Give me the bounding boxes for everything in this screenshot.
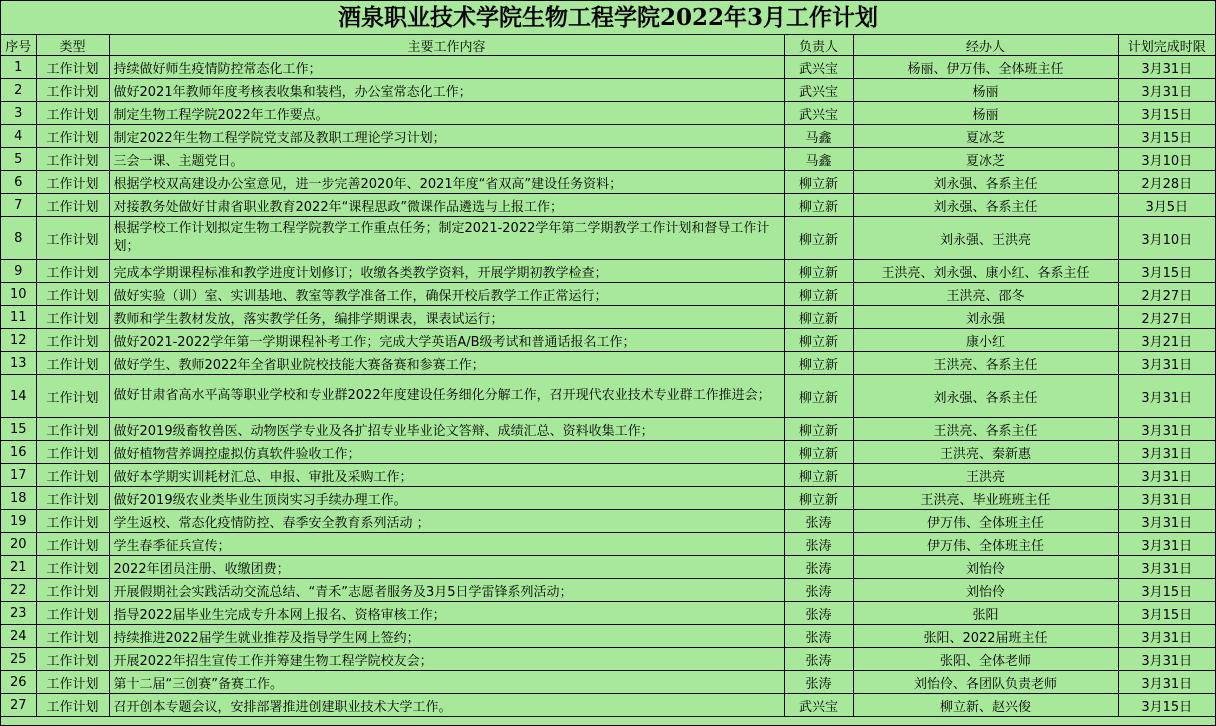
cell-no: 1: [1, 56, 36, 79]
cell-deadline: 3月31日: [1118, 556, 1215, 579]
cell-handler: 杨丽: [853, 102, 1118, 125]
cell-handler: 杨丽、伊万伟、全体班主任: [853, 56, 1118, 79]
cell-owner: 张涛: [784, 510, 853, 533]
cell-content: 做好甘肃省高水平高等职业学校和专业群2022年度建设任务细化分解工作，召开现代农业技术专业群工作推进会；: [109, 375, 784, 418]
cell-owner: 武兴宝: [784, 694, 853, 717]
header-no: 序号: [1, 35, 36, 56]
cell-deadline: 3月15日: [1118, 260, 1215, 283]
cell-owner: 柳立新: [784, 487, 853, 510]
cell-handler: 王洪亮、毕业班班主任: [853, 487, 1118, 510]
cell-handler: 柳立新、赵兴俊: [853, 694, 1118, 717]
cell-handler: 刘永强、各系主任: [853, 171, 1118, 194]
cell-handler: 康小红: [853, 329, 1118, 352]
table-row: [1, 487, 1215, 510]
cell-deadline: 3月15日: [1118, 694, 1215, 717]
cell-deadline: 3月10日: [1118, 148, 1215, 171]
cell-no: 16: [1, 441, 36, 464]
table-row: [1, 671, 1215, 694]
cell-no: 23: [1, 602, 36, 625]
cell-deadline: 3月31日: [1118, 352, 1215, 375]
cell-content: 做好学生、教师2022年全省职业院校技能大赛备赛和参赛工作；: [109, 352, 784, 375]
cell-handler: 王洪亮、各系主任: [853, 352, 1118, 375]
cell-owner: 柳立新: [784, 306, 853, 329]
cell-owner: 柳立新: [784, 329, 853, 352]
cell-type: 工作计划: [36, 171, 109, 194]
cell-deadline: 3月31日: [1118, 487, 1215, 510]
cell-deadline: 3月5日: [1118, 194, 1215, 217]
cell-handler: 刘永强: [853, 306, 1118, 329]
cell-owner: 武兴宝: [784, 79, 853, 102]
cell-deadline: 3月31日: [1118, 418, 1215, 441]
cell-no: 20: [1, 533, 36, 556]
cell-deadline: 3月15日: [1118, 102, 1215, 125]
cell-content: 根据学校工作计划拟定生物工程学院教学工作重点任务；制定2021-2022学年第二学期教学工作计划和督导工作计划；: [109, 217, 784, 260]
cell-content: 2022年团员注册、收缴团费；: [109, 556, 784, 579]
cell-type: 工作计划: [36, 602, 109, 625]
table-row: [1, 533, 1215, 556]
cell-handler: 张阳: [853, 602, 1118, 625]
cell-no: 22: [1, 579, 36, 602]
cell-no: 13: [1, 352, 36, 375]
cell-content: 做好2019级农业类毕业生顶岗实习手续办理工作。: [109, 487, 784, 510]
cell-content: 三会一课、主题党日。: [109, 148, 784, 171]
cell-type: 工作计划: [36, 625, 109, 648]
cell-no: 7: [1, 194, 36, 217]
cell-no: 14: [1, 375, 36, 418]
cell-no: 8: [1, 217, 36, 260]
cell-content: 召开创本专题会议，安排部署推进创建职业技术大学工作。: [109, 694, 784, 717]
cell-type: 工作计划: [36, 671, 109, 694]
cell-handler: 王洪亮、刘永强、康小红、各系主任: [853, 260, 1118, 283]
cell-content: 开展2022年招生宣传工作并筹建生物工程学院校友会；: [109, 648, 784, 671]
cell-owner: 柳立新: [784, 464, 853, 487]
cell-handler: 伊万伟、全体班主任: [853, 510, 1118, 533]
cell-deadline: 3月31日: [1118, 464, 1215, 487]
cell-deadline: 3月31日: [1118, 375, 1215, 418]
cell-type: 工作计划: [36, 418, 109, 441]
cell-owner: 柳立新: [784, 352, 853, 375]
cell-deadline: 3月10日: [1118, 217, 1215, 260]
cell-type: 工作计划: [36, 533, 109, 556]
table-row: [1, 602, 1215, 625]
cell-type: 工作计划: [36, 694, 109, 717]
cell-no: 4: [1, 125, 36, 148]
cell-owner: 张涛: [784, 625, 853, 648]
cell-content: 开展假期社会实践活动交流总结、“青禾”志愿者服务及3月5日学雷锋系列活动；: [109, 579, 784, 602]
cell-deadline: 3月15日: [1118, 602, 1215, 625]
cell-owner: 张涛: [784, 602, 853, 625]
cell-type: 工作计划: [36, 441, 109, 464]
cell-type: 工作计划: [36, 375, 109, 418]
cell-handler: 刘怡伶: [853, 579, 1118, 602]
cell-content: 持续做好师生疫情防控常态化工作；: [109, 56, 784, 79]
cell-content: 做好2021年教师年度考核表收集和装档，办公室常态化工作；: [109, 79, 784, 102]
cell-no: 21: [1, 556, 36, 579]
cell-type: 工作计划: [36, 260, 109, 283]
cell-no: 18: [1, 487, 36, 510]
cell-deadline: 3月31日: [1118, 625, 1215, 648]
cell-no: 3: [1, 102, 36, 125]
cell-no: 11: [1, 306, 36, 329]
table-row: [1, 306, 1215, 329]
cell-no: 12: [1, 329, 36, 352]
cell-handler: 刘永强、各系主任: [853, 375, 1118, 418]
cell-type: 工作计划: [36, 556, 109, 579]
cell-owner: 柳立新: [784, 217, 853, 260]
table-row: [1, 579, 1215, 602]
table-row: [1, 510, 1215, 533]
header-handler: 经办人: [853, 35, 1118, 56]
cell-content: 对接教务处做好甘肃省职业教育2022年“课程思政”微课作品遴选与上报工作；: [109, 194, 784, 217]
cell-handler: 张阳、全体老师: [853, 648, 1118, 671]
cell-no: 5: [1, 148, 36, 171]
table-row: [1, 556, 1215, 579]
cell-type: 工作计划: [36, 283, 109, 306]
cell-content: 第十二届“三创赛”备赛工作。: [109, 671, 784, 694]
cell-owner: 张涛: [784, 533, 853, 556]
table-row: [1, 217, 1215, 260]
cell-deadline: 3月31日: [1118, 671, 1215, 694]
cell-deadline: 3月31日: [1118, 79, 1215, 102]
cell-content: 持续推进2022届学生就业推荐及指导学生网上签约；: [109, 625, 784, 648]
cell-type: 工作计划: [36, 579, 109, 602]
cell-owner: 柳立新: [784, 194, 853, 217]
cell-handler: 王洪亮、邵冬: [853, 283, 1118, 306]
table-row: [1, 464, 1215, 487]
cell-type: 工作计划: [36, 306, 109, 329]
table-row: [1, 352, 1215, 375]
cell-no: 15: [1, 418, 36, 441]
table-row: [1, 283, 1215, 306]
cell-no: 2: [1, 79, 36, 102]
cell-type: 工作计划: [36, 102, 109, 125]
cell-content: 指导2022届毕业生完成专升本网上报名、资格审核工作；: [109, 602, 784, 625]
cell-no: 10: [1, 283, 36, 306]
cell-content: 完成本学期课程标准和教学进度计划修订；收缴各类教学资料，开展学期初教学检查；: [109, 260, 784, 283]
cell-content: 做好实验（训）室、实训基地、教室等教学准备工作，确保开校后教学工作正常运行；: [109, 283, 784, 306]
work-plan-table: [1, 35, 1215, 717]
cell-no: 6: [1, 171, 36, 194]
cell-no: 9: [1, 260, 36, 283]
table-row: [1, 441, 1215, 464]
table-row: [1, 694, 1215, 717]
cell-deadline: 3月31日: [1118, 56, 1215, 79]
cell-owner: 马鑫: [784, 125, 853, 148]
table-row: [1, 148, 1215, 171]
cell-deadline: 2月27日: [1118, 306, 1215, 329]
cell-handler: 刘怡伶: [853, 556, 1118, 579]
cell-owner: 张涛: [784, 671, 853, 694]
cell-type: 工作计划: [36, 648, 109, 671]
cell-no: 27: [1, 694, 36, 717]
cell-handler: 王洪亮: [853, 464, 1118, 487]
cell-type: 工作计划: [36, 352, 109, 375]
cell-deadline: 3月21日: [1118, 329, 1215, 352]
cell-content: 制定生物工程学院2022年工作要点。: [109, 102, 784, 125]
cell-owner: 柳立新: [784, 283, 853, 306]
cell-deadline: 3月31日: [1118, 533, 1215, 556]
cell-deadline: 3月31日: [1118, 510, 1215, 533]
cell-deadline: 3月15日: [1118, 579, 1215, 602]
table-row: [1, 194, 1215, 217]
table-row: [1, 125, 1215, 148]
header-type: 类型: [36, 35, 109, 56]
cell-handler: 刘永强、王洪亮: [853, 217, 1118, 260]
cell-type: 工作计划: [36, 487, 109, 510]
cell-owner: 马鑫: [784, 148, 853, 171]
cell-owner: 柳立新: [784, 375, 853, 418]
table-row: [1, 418, 1215, 441]
cell-handler: 王洪亮、各系主任: [853, 418, 1118, 441]
cell-content: 做好2021-2022学年第一学期课程补考工作；完成大学英语A/B级考试和普通话报名工作；: [109, 329, 784, 352]
cell-owner: 武兴宝: [784, 102, 853, 125]
cell-handler: 伊万伟、全体班主任: [853, 533, 1118, 556]
table-row: [1, 56, 1215, 79]
cell-deadline: 2月28日: [1118, 171, 1215, 194]
cell-type: 工作计划: [36, 56, 109, 79]
cell-type: 工作计划: [36, 79, 109, 102]
table-row: [1, 648, 1215, 671]
cell-type: 工作计划: [36, 329, 109, 352]
cell-type: 工作计划: [36, 464, 109, 487]
table-row: [1, 329, 1215, 352]
cell-content: 根据学校双高建设办公室意见，进一步完善2020年、2021年度“省双高”建设任务资料；: [109, 171, 784, 194]
table-row: [1, 625, 1215, 648]
table-row: [1, 79, 1215, 102]
cell-type: 工作计划: [36, 194, 109, 217]
table-row: [1, 375, 1215, 418]
cell-handler: 张阳、2022届班主任: [853, 625, 1118, 648]
cell-owner: 柳立新: [784, 441, 853, 464]
cell-content: 学生春季征兵宣传；: [109, 533, 784, 556]
cell-handler: 夏冰芝: [853, 148, 1118, 171]
sheet-title: 酒泉职业技术学院生物工程学院2022年3月工作计划: [1, 1, 1215, 35]
cell-no: 19: [1, 510, 36, 533]
cell-owner: 柳立新: [784, 418, 853, 441]
cell-handler: 王洪亮、秦新惠: [853, 441, 1118, 464]
cell-type: 工作计划: [36, 125, 109, 148]
cell-deadline: 3月15日: [1118, 125, 1215, 148]
cell-content: 做好本学期实训耗材汇总、申报、审批及采购工作；: [109, 464, 784, 487]
table-row: [1, 102, 1215, 125]
header-row: [1, 35, 1215, 56]
cell-type: 工作计划: [36, 510, 109, 533]
header-content: 主要工作内容: [109, 35, 784, 56]
header-owner: 负责人: [784, 35, 853, 56]
cell-handler: 刘怡伶、各团队负责老师: [853, 671, 1118, 694]
cell-owner: 张涛: [784, 648, 853, 671]
cell-handler: 刘永强、各系主任: [853, 194, 1118, 217]
cell-owner: 柳立新: [784, 260, 853, 283]
cell-no: 26: [1, 671, 36, 694]
table-row: [1, 260, 1215, 283]
cell-deadline: 3月31日: [1118, 441, 1215, 464]
cell-content: 学生返校、常态化疫情防控、春季安全教育系列活动 ；: [109, 510, 784, 533]
cell-owner: 张涛: [784, 579, 853, 602]
cell-deadline: 2月27日: [1118, 283, 1215, 306]
cell-content: 教师和学生教材发放，落实教学任务，编排学期课表，课表试运行；: [109, 306, 784, 329]
cell-type: 工作计划: [36, 148, 109, 171]
cell-owner: 柳立新: [784, 171, 853, 194]
cell-no: 24: [1, 625, 36, 648]
header-deadline: 计划完成时限: [1118, 35, 1215, 56]
cell-handler: 杨丽: [853, 79, 1118, 102]
cell-content: 做好植物营养调控虚拟仿真软件验收工作；: [109, 441, 784, 464]
cell-owner: 武兴宝: [784, 56, 853, 79]
table-row: [1, 171, 1215, 194]
cell-type: 工作计划: [36, 217, 109, 260]
cell-no: 25: [1, 648, 36, 671]
cell-deadline: 3月31日: [1118, 648, 1215, 671]
cell-content: 做好2019级畜牧兽医、动物医学专业及各扩招专业毕业论文答辩、成绩汇总、资料收集工作；: [109, 418, 784, 441]
cell-handler: 夏冰芝: [853, 125, 1118, 148]
cell-no: 17: [1, 464, 36, 487]
cell-owner: 张涛: [784, 556, 853, 579]
cell-content: 制定2022年生物工程学院党支部及教职工理论学习计划；: [109, 125, 784, 148]
